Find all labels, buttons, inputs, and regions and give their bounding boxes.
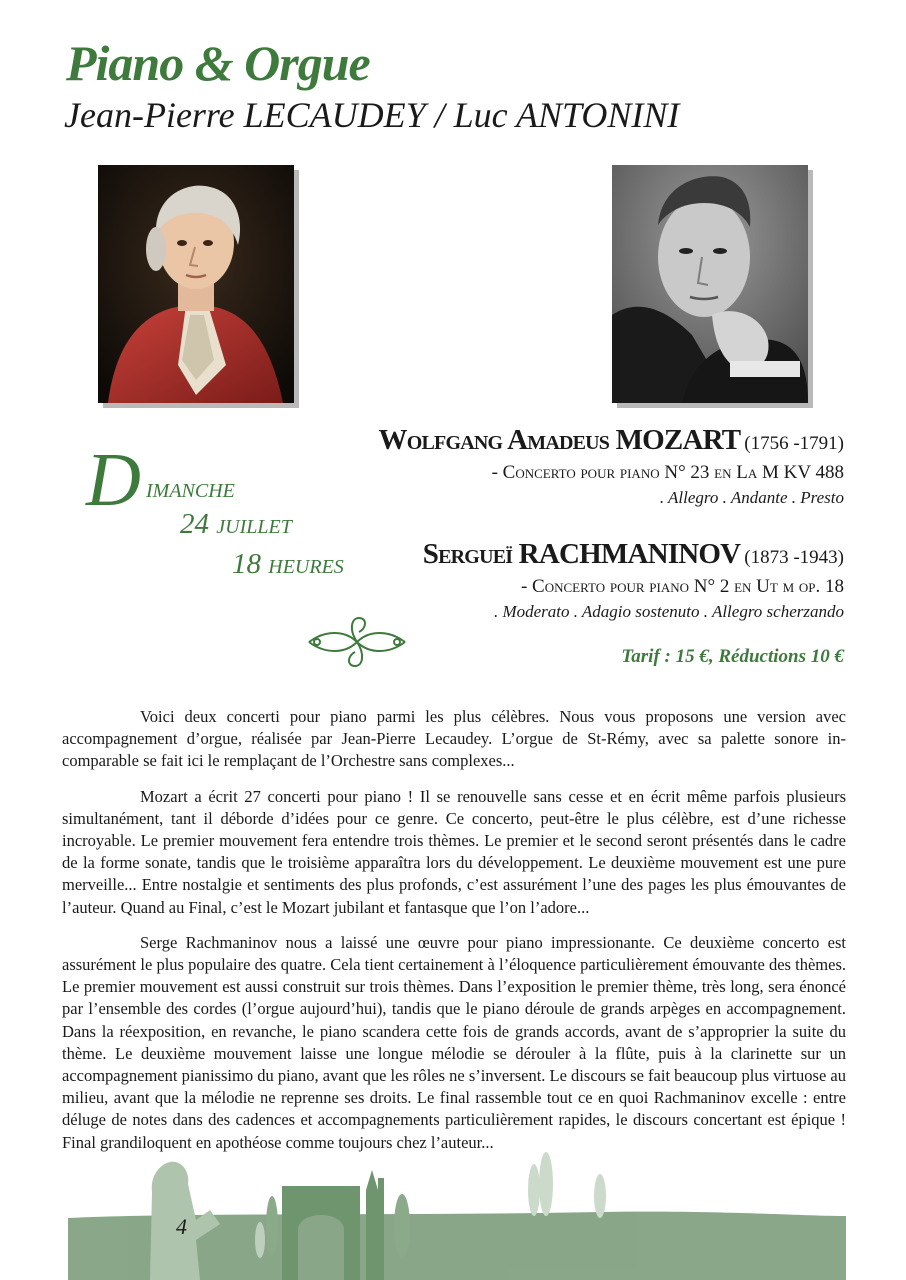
date-time: 18 heures	[232, 548, 344, 580]
composer-rachmaninov	[423, 538, 844, 571]
date-initial: D	[86, 438, 141, 522]
paragraph-mozart: Mozart a écrit 27 concerti pour piano ! Il se renouvelle sans cesse et en écrit même parfois plusieurs simultanément, tant il déborde d’idées pour ce genre. Ce concerto, peut-être le plus célèbre, est d’une richesse incroyable. Le premier mouvement fera entendre trois thèmes. Le premier et le second seront présentés dans le cadre de la forme sonate, tandis que le troisième apparaîtra lors du développement. Le deuxième mouvement est une pure merveille... Entre nostalgie et sentiments des plus profonds, c’est assurément l’une des pages les plus émouvantes de l’auteur. Quand au Final, c’est le Mozart jubilant et fantasque que l’on l’adore...	[62, 786, 846, 917]
composer-mozart	[379, 424, 844, 457]
rachmaninov-portrait	[612, 165, 808, 403]
article-body	[62, 706, 846, 1167]
work-title-mozart: - Concerto pour piano N° 23 en La M KV 488	[491, 462, 844, 483]
movements-rachmaninov: . Moderato . Adagio sostenuto . Allegro scherzando	[493, 602, 844, 621]
composer-dates: (1756 -1791)	[744, 433, 844, 454]
rachmaninov-portrait-illustration	[612, 165, 808, 403]
footer-landscape-illustration	[0, 1120, 906, 1280]
paragraph-rachmaninov: Serge Rachmaninov nous a laissé une œuvre pour piano impressionante. Ce deuxième concerto est assurément le plus populaire des quatre. Cela tient certainement à l’éloquence particulièrement émouvante des thèmes. Le premier mouvement est aussi construit sur trois thèmes. Dans l’exposition le premier thème, très long, sera énoncé par l’ensemble des cordes (l’orgue aujourd’hui), tandis que le piano déroule de grands arpèges en accompagnement. Dans la réexposition, en revanche, le piano scandera cette fois de grands accords, avant de s’approprier la suite du thème. Le deuxième mouvement laisse une longue mélodie se dérouler à la flûte, puis à la clarinette sur un accompagnement pianissimo du piano, avant que les rôles ne s’inversent. Le discours se fait beaucoup plus virtuose au milieu, avant que la mélodie ne reprenne ses droits. Le final rassemble tout ce en quoi Rachmaninov excelle : entre déluge de notes dans des cadences et accompagnements particulièrement rapides, le discours concertant est épique ! Final grandiloquent en apothéose comme toujours chez l’auteur...	[62, 932, 846, 1152]
work-title-rachmaninov: - Concerto pour piano N° 2 en Ut m op. 18	[520, 576, 844, 597]
page-number: 4	[176, 1214, 187, 1239]
composer-name: Sergueï RACHMANINOV	[422, 538, 741, 570]
flourish-ornament-icon	[305, 612, 409, 672]
composer-dates: (1873 -1943)	[744, 547, 844, 568]
page-title: Piano & Orgue	[66, 35, 370, 91]
composer-name: Wolfgang Amadeus MOZART	[378, 424, 741, 456]
mozart-portrait	[98, 165, 294, 403]
paragraph-intro: Voici deux concerti pour piano parmi les plus célèbres. Nous vous proposons une version avec accompagnement d’orgue, réalisée par Jean-Pierre Lecaudey. L’orgue de St-Rémy, avec sa palette sonore incomparable se fait ici le remplaçant de l’Orchestre sans complexes...	[62, 707, 846, 771]
ticket-price: Tarif : 15 €, Réductions 10 €	[621, 646, 844, 667]
mozart-portrait-illustration	[98, 165, 294, 403]
date-day-month: 24 juillet	[180, 508, 292, 540]
performers: Jean-Pierre LECAUDEY / Luc ANTONINI	[64, 95, 680, 135]
movements-mozart: . Allegro . Andante . Presto	[659, 488, 844, 507]
date-day: imanche	[146, 472, 235, 504]
